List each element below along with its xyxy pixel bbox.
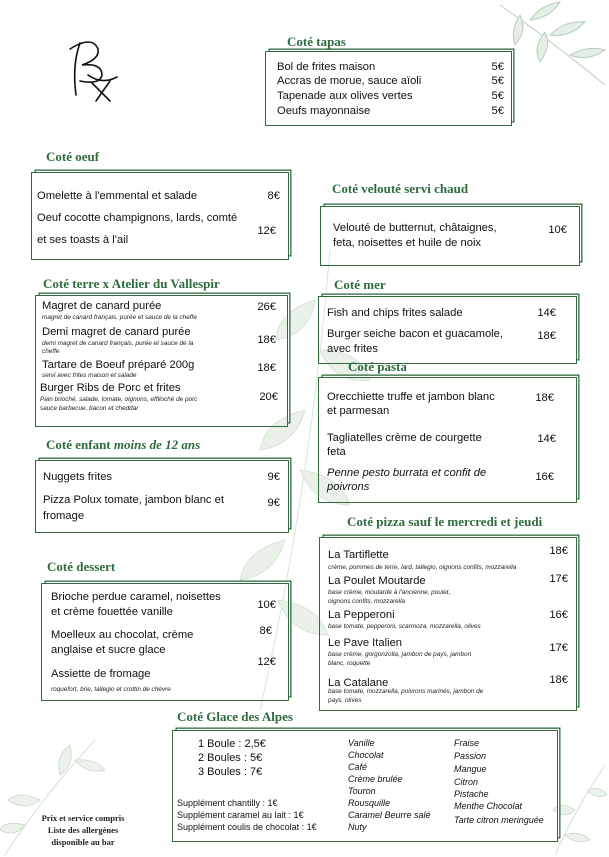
section-title-dessert: Coté dessert <box>47 559 116 574</box>
glace-price-2-boules: 2 Boules : 5€ <box>198 752 263 764</box>
menu-item-name: Assiette de fromage <box>51 668 151 680</box>
menu-item-description: base crème, moutarde à l'ancienne, poulet, <box>328 589 451 596</box>
menu-item-description: cheffe <box>42 348 60 355</box>
menu-item-name: La Poulet Moutarde <box>328 575 426 587</box>
glace-flavor: Fraise <box>454 738 480 748</box>
menu-item-description: pays, olives <box>328 697 362 704</box>
menu-item-name: Nuggets frites <box>43 471 113 483</box>
section-title-pizza: Coté pizza sauf le mercredi et jeudi <box>347 514 543 529</box>
glace-flavor: Pistache <box>454 789 489 799</box>
menu-item-name-line2: fromage <box>43 510 85 522</box>
menu-item-price: 5€ <box>491 61 504 73</box>
menu-item-price: 18€ <box>549 674 568 686</box>
footer-line-allergens: Liste des allergènes <box>47 825 119 835</box>
menu-item-name-line2: avec frites <box>327 343 378 355</box>
menu-item-description: magret de canard français, purée et sauce de la cheffe <box>42 314 197 321</box>
section-title-pasta: Coté pasta <box>348 359 407 374</box>
menu-item-name-line2: feta, noisettes et huile de noix <box>333 237 482 249</box>
glace-flavor: Touron <box>348 786 376 796</box>
menu-item-name: Le Pave Italien <box>328 637 403 649</box>
menu-item-price: 18€ <box>537 330 556 342</box>
menu-item-price: 14€ <box>537 307 556 319</box>
menu-item-name: Bol de frites maison <box>277 61 376 73</box>
menu-item-description: blanc, roquette <box>328 660 371 667</box>
menu-item-price: 18€ <box>257 362 276 374</box>
menu-item-description: servi avec frites maison et salade <box>42 372 137 379</box>
menu-item-description: sauce barbecue, bacon et cheddar <box>40 405 139 412</box>
menu-item-name: Tapenade aux olives vertes <box>277 90 413 102</box>
veloute-box <box>320 206 580 266</box>
menu-item-description: Pain brioché, salade, tomate, oignons, effiloché de porc <box>40 396 198 403</box>
menu-item-name: Burger Ribs de Porc et frites <box>40 382 181 394</box>
menu-item-price: 26€ <box>257 301 276 313</box>
menu-item-name-line2: et ses toasts à l'ail <box>37 234 129 246</box>
menu-item-price: 18€ <box>257 334 276 346</box>
menu-item-name: La Pepperoni <box>328 609 395 621</box>
menu-item-description: base crème, gorgonzolla, jambon de pays, jambon <box>328 651 472 658</box>
glace-price-1-boule: 1 Boule : 2,5€ <box>198 738 266 750</box>
menu-item-price: 10€ <box>257 599 276 611</box>
glace-flavor: Nuty <box>348 822 367 832</box>
menu-item-price: 12€ <box>257 225 276 237</box>
menu-item-price: 12€ <box>257 656 276 668</box>
footer-notice <box>22 812 144 848</box>
menu-item-price: 5€ <box>491 105 504 117</box>
glace-flavor: Tarte citron meringuée <box>454 815 544 825</box>
glace-flavor: Chocolat <box>348 750 384 760</box>
menu-item-price: 16€ <box>549 609 568 621</box>
menu-item-price: 20€ <box>259 391 278 403</box>
menu-item-price: 17€ <box>549 573 568 585</box>
glace-flavor: Caramel Beurre salé <box>348 810 431 820</box>
section-title-glace: Coté Glace des Alpes <box>177 709 293 724</box>
menu-item-name-line1: Penne pesto burrata et confit de <box>327 467 487 479</box>
menu-item-name: Oeufs mayonnaise <box>277 105 371 117</box>
glace-flavor: Crème brulée <box>348 774 403 784</box>
menu-item-name-line2: anglaise et sucre glace <box>51 644 166 656</box>
menu-item-name-line1: Velouté de butternut, châtaignes, <box>333 222 497 234</box>
menu-item-price: 18€ <box>549 545 568 557</box>
glace-price-3-boules: 3 Boules : 7€ <box>198 766 263 778</box>
glace-supplement: Supplément caramel au lait : 1€ <box>177 810 304 820</box>
menu-item-name: Fish and chips frites salade <box>327 307 463 319</box>
menu-item-name-line2: et crème fouettée vanille <box>51 606 173 618</box>
logo-monogram <box>62 35 124 103</box>
glace-flavor: Mangue <box>454 764 487 774</box>
menu-item-description: base tomate, mozzarella, poivrons marinés, jambon de <box>328 688 484 695</box>
menu-item-name-line1: Moelleux au chocolat, crème <box>51 629 194 641</box>
menu-item-price: 8€ <box>267 190 280 202</box>
menu-item-price: 16€ <box>535 471 554 483</box>
menu-item-name-line2: poivrons <box>327 481 370 493</box>
menu-item-name-line1: Brioche perdue caramel, noisettes <box>51 591 221 603</box>
section-title-oeuf: Coté oeuf <box>46 149 100 164</box>
menu-item-price: 17€ <box>549 642 568 654</box>
glace-flavor: Passion <box>454 751 487 761</box>
section-title-tapas: Coté tapas <box>287 34 346 49</box>
section-title-enfant-age: moins de 12 ans <box>113 437 201 452</box>
menu-item-description: demi magret de canard français, purée et sauce de la <box>42 340 194 347</box>
menu-item-name: La Catalane <box>328 677 389 689</box>
glace-supplement: Supplément coulis de chocolat : 1€ <box>177 822 317 832</box>
menu-item-name: La Tartiflette <box>328 549 389 561</box>
section-title-mer: Coté mer <box>334 277 386 292</box>
menu-item-price: 9€ <box>267 471 280 483</box>
menu-item-description: crème, pommes de terre, lard, tallegio, oignons confits, mozzarella <box>328 564 517 571</box>
menu-item-name-line1: Oeuf cocotte champignons, lards, comté <box>37 212 238 224</box>
menu-item-name-line1: Burger seiche bacon et guacamole, <box>327 328 504 340</box>
menu-item-name: Demi magret de canard purée <box>42 326 191 338</box>
menu-item-name-line2: feta <box>327 446 346 458</box>
menu-item-description: roquefort, brie, tallegio et crottin de chèvre <box>51 686 171 693</box>
menu-item-price: 5€ <box>491 90 504 102</box>
glace-supplement: Supplément chantilly : 1€ <box>177 798 278 808</box>
menu-item-price: 10€ <box>548 224 567 236</box>
footer-line-bar: disponible au bar <box>51 837 115 847</box>
glace-flavor: Citron <box>454 777 479 787</box>
section-title-enfant-main: Coté enfant <box>46 437 111 452</box>
menu-item-price: 8€ <box>259 625 272 637</box>
menu-item-price: 5€ <box>491 75 504 87</box>
menu-item-price: 9€ <box>267 497 280 509</box>
menu-item-description: oignons confits, mozzarella <box>328 598 406 605</box>
menu-item-name-line2: et parmesan <box>327 405 390 417</box>
menu-item-name: Tartare de Boeuf préparé 200g <box>42 359 195 371</box>
menu-item-name: Accras de morue, sauce aïoli <box>277 75 422 87</box>
section-title-enfant <box>46 437 200 453</box>
glace-flavor: Vanille <box>348 738 375 748</box>
glace-flavor: Café <box>348 762 368 772</box>
menu-item-price: 14€ <box>537 433 556 445</box>
glace-flavor: Rousquille <box>348 798 391 808</box>
menu-item-name-line1: Pizza Polux tomate, jambon blanc et <box>43 494 224 506</box>
menu-item-name-line1: Orecchiette truffe et jambon blanc <box>327 391 495 403</box>
menu-item-price: 18€ <box>535 392 554 404</box>
section-title-veloute: Coté velouté servi chaud <box>332 181 469 196</box>
menu-item-description: base tomate, pepperoni, scarmoza, mozzarella, olives <box>328 623 481 630</box>
menu-item-name: Magret de canard purée <box>42 300 162 312</box>
section-title-terre: Coté terre x Atelier du Vallespir <box>43 276 220 291</box>
menu-item-name: Omelette à l'emmental et salade <box>37 190 198 202</box>
menu-item-name-line1: Tagliatelles crème de courgette <box>327 432 482 444</box>
glace-flavor: Menthe Chocolat <box>454 801 523 811</box>
footer-line-prices: Prix et service compris <box>41 813 125 823</box>
